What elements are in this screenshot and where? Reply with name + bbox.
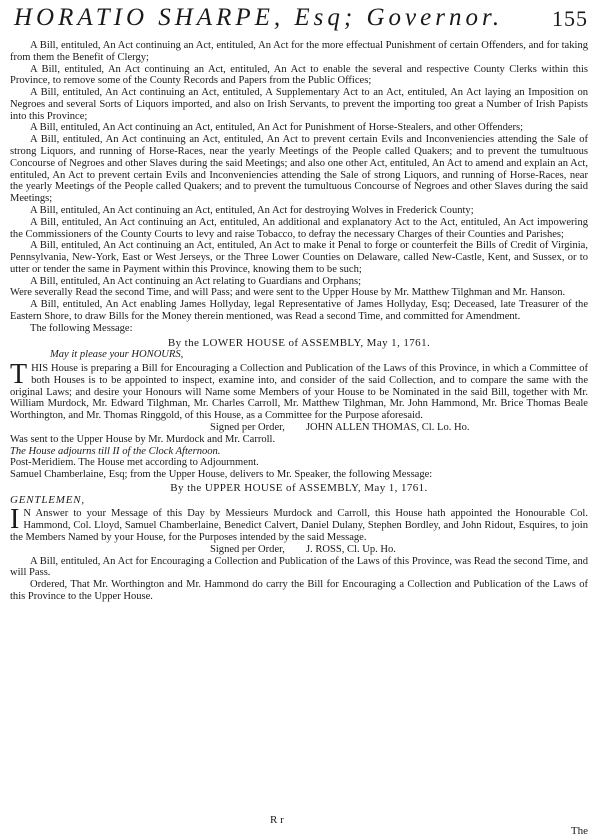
- bill-paragraph: A Bill, entituled, An Act continuing an Act relating to Guardians and Orphans;: [30, 275, 362, 287]
- signature-mark: R r: [270, 814, 284, 826]
- catchword: The: [570, 825, 588, 837]
- post-meridiem-note: Post-Meridiem. The House met according to Adjournment.: [10, 457, 259, 469]
- message-text: N Answer to your Message of this Day by Messieurs Murdock and Carroll, this House hath appointed the Honourable Col. Hammond, Col. Lloyd, Samuel Chamberlaine, Benedict Calvert, Daniel Dulany, Stephen Bordley, and John Ridout, Esquires, to join the Members Named by your House, for the Purposes intended by the said Message.: [10, 508, 588, 544]
- adjournment-note: The House adjourns till II of the Clock Afternoon.: [10, 445, 221, 457]
- bill-paragraph: A Bill, entituled, An Act for Encouraging a Collection and Publication of the Laws of this Province, was Read the second Time, and will Pass.: [10, 555, 588, 579]
- message-body-upper-house: [10, 504, 588, 544]
- message-intro: The following Message:: [30, 322, 133, 334]
- bill-paragraph: A Bill, entituled, An Act continuing an Act, entituled, An Act to prevent certain Evils and Inconveniencies attending the Sale of strong Liquors, and running of Horse-Races, near the yearly Meetings of the People called Quakers; and to prevent the tumultuous Concourse of Negroes and other Slaves during the said Meetings; and also one other Act, entituled, An Act to amend and explain an Act, entituled, An Act to prevent certain Evils and Inconveniencies attending the Sale of strong Liquors, and running of Horse-Races, near the yearly Meetings of the People called Quakers; and to prevent the tumultuous Concourse of Negroes and other Slaves during the said Meetings;: [10, 134, 588, 205]
- running-head-title: HORATIO SHARPE, Esq; Governor.: [14, 4, 504, 31]
- bill-paragraph: A Bill, entituled, An Act continuing an Act, entituled, An Act for destroying Wolves in Frederick County;: [30, 204, 474, 216]
- message-heading-lower-house: By the LOWER HOUSE of ASSEMBLY, May 1, 1761.: [167, 336, 431, 349]
- order-paragraph: Ordered, That Mr. Worthington and Mr. Hammond do carry the Bill for Encouraging a Collection and Publication of the Laws of this Province to the Upper House.: [10, 579, 588, 602]
- drop-cap: T: [10, 359, 28, 391]
- running-head: [14, 4, 588, 38]
- page-body: [10, 40, 588, 603]
- message-text: HIS House is preparing a Bill for Encouraging a Collection and Publication of the Laws of this Province, in which a Committee of both Houses is to be appointed to inspect, examine into, and consider of the said Collection, and to compare the same with the original Laws; and desire your Honours will Name some Members of your House to be Nominated in the said Bill, together with Mr. William Murdock, Mr. Edward Tilghman, Mr. Charles Carroll, Mr. Matthew Tilghman, Mr. John Hammond, Mr. Brice Thomas Beale Worthington, and Mr. Thomas Ringgold, of this House, as a Committee for the Purpose aforesaid.: [10, 363, 588, 422]
- drop-cap: I: [10, 504, 20, 536]
- message-heading-upper-house: By the UPPER HOUSE of ASSEMBLY, May 1, 1761.: [170, 481, 428, 494]
- bill-paragraph: A Bill, entituled, An Act continuing an Act, entituled, An Act to enable the several and respective County Clerks within this Province, to remove some of the County Records and Papers from the Public Offices;: [10, 63, 588, 87]
- bill-paragraph: A Bill, entituled, An Act continuing an Act, entituled, An Act for the more effectual Punishment of certain Offenders, and for taking from them the Benefit of Clergy;: [10, 40, 588, 63]
- message-salutation: May it please your HONOURS,: [50, 349, 184, 361]
- message-signature: Signed per Order, JOHN ALLEN THOMAS, Cl. Lo. Ho.: [210, 422, 470, 433]
- message-salutation-gentlemen: GENTLEMEN,: [10, 493, 85, 506]
- message-body-lower-house: [10, 359, 588, 422]
- bill-paragraph: A Bill, entituled, An Act enabling James Hollyday, legal Representative of James Hollyday, Esq; Deceased, late Treasurer of the Eastern Shore, to draw Bills for the Money therein mentioned, was Read a second Time, and committed for Amendment.: [10, 299, 588, 322]
- sent-note: Was sent to the Upper House by Mr. Murdock and Mr. Carroll.: [10, 433, 276, 445]
- bill-paragraph: A Bill, entituled, An Act continuing an Act, entituled, An Act for Punishment of Horse-Stealers, and other Offenders;: [30, 122, 524, 134]
- bill-paragraph: A Bill, entituled, An Act continuing an Act, entituled, An additional and explanatory Act to the Act, entituled, An Act impowering the Commissioners of the County Courts to levy and raise Tobacco, to defray the necessary Charges of their Counties and Parishes;: [10, 216, 588, 240]
- delivery-note: Samuel Chamberlaine, Esq; from the Upper House, delivers to Mr. Speaker, the following Message:: [10, 469, 433, 481]
- page-number: 155: [552, 6, 588, 31]
- message-signature: Signed per Order, J. ROSS, Cl. Up. Ho.: [210, 543, 396, 555]
- bill-paragraph: A Bill, entituled, An Act continuing an Act, entituled, A Supplementary Act to an Act, entituled, An Act laying an Imposition on Negroes and several Sorts of Liquors imported, and also on Irish Servants, to prevent the importing too great a Number of Irish Papists into this Province;: [10, 87, 588, 122]
- reading-note: Were severally Read the second Time, and will Pass; and were sent to the Upper House by Mr. Matthew Tilghman and Mr. Hanson.: [10, 287, 566, 299]
- bill-paragraph: A Bill, entituled, An Act continuing an Act, entituled, An Act to make it Penal to forge or counterfeit the Bills of Credit of Virginia, Pennsylvania, New-York, East or West Jerseys, or the Three Lower Counties on Delaware, called New-Castle, Kent, and Sussex, or to utter or tender the same in Payment within this Province, knowing them to be such;: [10, 240, 588, 275]
